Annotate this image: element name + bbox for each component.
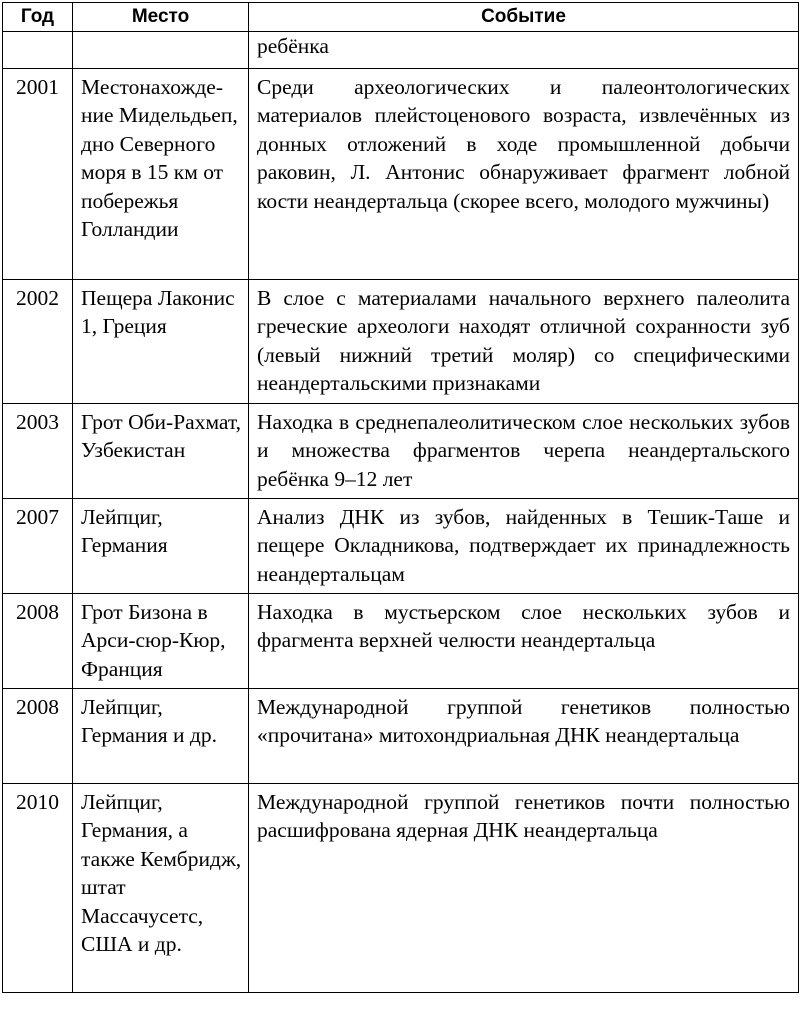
cell-event: Международной группой генетиков почти полностью расшифрована ядерная ДНК неандертальца bbox=[249, 784, 799, 993]
table-row bbox=[3, 280, 799, 404]
cell-year: 2002 bbox=[3, 280, 73, 404]
cell-year: 2010 bbox=[3, 784, 73, 993]
cell-event: ребёнка bbox=[249, 32, 799, 69]
cell-event: Среди археологических и палеонтологических материалов плейстоценового возраста, извлечённых из донных отложений в ходе промышленной добычи раковин, Л. Антонис обнаруживает фрагмент лобной кости неандертальца (скорее всего, молодого мужчины) bbox=[249, 69, 799, 280]
cell-place: Грот Оби-Рахмат, Узбекистан bbox=[73, 404, 249, 499]
cell-year: 2008 bbox=[3, 689, 73, 784]
column-header-place: Место bbox=[73, 3, 249, 32]
table-row bbox=[3, 594, 799, 689]
cell-place bbox=[73, 32, 249, 69]
cell-year: 2001 bbox=[3, 69, 73, 280]
events-table bbox=[2, 2, 799, 993]
column-header-year: Год bbox=[3, 3, 73, 32]
cell-event: В слое с материалами начального верхнего палеолита греческие археологи находят отличной сохранности зуб (левый нижний третий моляр) со специфическими неандертальскими признаками bbox=[249, 280, 799, 404]
cell-year: 2003 bbox=[3, 404, 73, 499]
cell-year bbox=[3, 32, 73, 69]
table-row bbox=[3, 499, 799, 594]
cell-place: Пещера Лаконис 1, Греция bbox=[73, 280, 249, 404]
cell-year: 2007 bbox=[3, 499, 73, 594]
table-row bbox=[3, 784, 799, 993]
header-row bbox=[3, 3, 799, 32]
continuation-row bbox=[3, 32, 799, 69]
cell-year: 2008 bbox=[3, 594, 73, 689]
cell-event: Находка в мустьерском слое нескольких зубов и фрагмента верхней челюсти неандертальца bbox=[249, 594, 799, 689]
table-row bbox=[3, 689, 799, 784]
cell-place: Лейпциг, Германия bbox=[73, 499, 249, 594]
cell-event: Находка в среднепалеолитическом слое нескольких зубов и множества фрагментов черепа неандертальского ребёнка 9–12 лет bbox=[249, 404, 799, 499]
column-header-event: Событие bbox=[249, 3, 799, 32]
table-row bbox=[3, 404, 799, 499]
cell-place: Местонахожде-ние Мидельдьеп, дно Северного моря в 15 км от побережья Голландии bbox=[73, 69, 249, 280]
cell-place: Грот Бизона в Арси-сюр-Кюр, Франция bbox=[73, 594, 249, 689]
cell-place: Лейпциг, Германия, а также Кембридж, штат Массачусетс, США и др. bbox=[73, 784, 249, 993]
cell-event: Международной группой генетиков полностью «прочитана» митохондриальная ДНК неандертальца bbox=[249, 689, 799, 784]
table-row bbox=[3, 69, 799, 280]
cell-event: Анализ ДНК из зубов, найденных в Тешик-Таше и пещере Окладникова, подтверждает их принадлежность неандертальцам bbox=[249, 499, 799, 594]
cell-place: Лейпциг, Германия и др. bbox=[73, 689, 249, 784]
